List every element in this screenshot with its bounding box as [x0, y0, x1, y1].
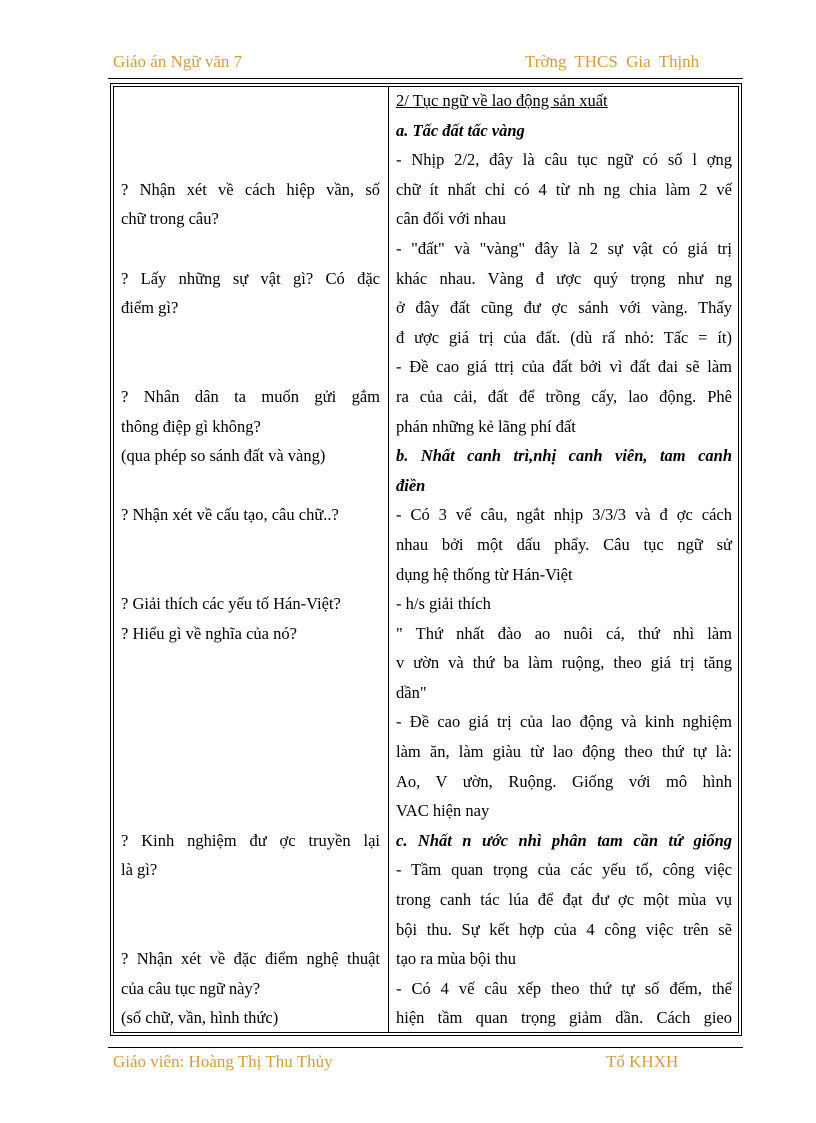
answer-line-6: khác nhau. Vàng đ ược quý trọng như ng: [396, 268, 732, 288]
answer-line-18: " Thứ nhất đào ao nuôi cá, thứ nhì làm: [396, 623, 732, 643]
answer-line-19: v ườn và thứ ba làm ruộng, theo giá trị tăng: [396, 653, 732, 673]
question-line-26: là gì?: [121, 860, 158, 880]
question-line-7: điểm gì?: [121, 298, 179, 318]
answer-line-4: cân đối với nhau: [396, 209, 506, 229]
question-line-12: (qua phép so sánh đất và vàng): [121, 446, 326, 466]
answer-line-20: dần": [396, 682, 427, 702]
question-line-29: ? Nhận xét về đặc điểm nghệ thuật: [121, 949, 380, 969]
answer-line-30: - Có 4 vế câu xếp theo thứ tự số đếm, thể: [396, 978, 732, 998]
answer-line-24: VAC hiện nay: [396, 801, 490, 821]
header-left-title: Giáo án Ngữ văn 7: [113, 52, 243, 71]
question-line-16: [121, 560, 380, 590]
answers-column: [396, 86, 732, 1033]
header-right-school: Trờng THCS Gia Thịnh: [525, 52, 700, 71]
answer-line-11: phán những kẻ lãng phí đất: [396, 416, 576, 436]
answer-line-26: - Tầm quan trọng của các yếu tố, công việc: [396, 860, 732, 880]
answer-line-21: - Đề cao giá trị của lao động và kinh nghiệm: [396, 712, 732, 732]
answer-line-29: tạo ra mùa bội thu: [396, 949, 517, 969]
question-line-10: ? Nhân dân ta muốn gửi gắm: [121, 386, 380, 406]
question-line-28: [121, 915, 380, 945]
answer-line-10: ra của cải, đất để trồng cấy, lao động. Phê: [396, 386, 732, 406]
answer-line-2: - Nhịp 2/2, đây là câu tục ngữ có số l ợng: [396, 150, 732, 170]
answer-line-3: chữ ít nhất chỉ có 4 từ nh ng chia làm 2 vế: [396, 179, 732, 199]
footer-department: Tổ KHXH: [606, 1052, 679, 1071]
question-line-22: [121, 737, 380, 767]
question-line-11: thông điệp gì không?: [121, 416, 261, 436]
answer-line-15: nhau bởi một dấu phẩy. Câu tục ngữ sử: [396, 534, 732, 554]
answer-line-8: đ ược giá trị của đất. (dù rấ nhỏ: Tấc = ít): [396, 327, 732, 347]
question-line-23: [121, 767, 380, 797]
question-line-14: ? Nhận xét về cấu tạo, câu chữ..?: [121, 505, 339, 525]
answer-line-13: điền: [396, 475, 426, 495]
answer-line-17: - h/s giải thích: [396, 594, 491, 614]
question-line-1: [121, 116, 380, 146]
question-line-20: [121, 678, 380, 708]
answer-line-23: Ao, V ườn, Ruộng. Giống với mô hình: [396, 771, 732, 791]
answer-line-27: trong canh tác lúa để đạt đư ợc một mùa vụ: [396, 890, 732, 910]
table-column-divider: [388, 86, 389, 1033]
header-divider: [108, 78, 743, 79]
question-line-19: [121, 648, 380, 678]
answer-line-25: c. Nhất n ước nhì phân tam cần tứ giống: [396, 830, 732, 850]
answer-line-7: ở đây đất cũng đư ợc sánh với vàng. Thấy: [396, 298, 732, 318]
question-line-27: [121, 885, 380, 915]
question-line-4: chữ trong câu?: [121, 209, 219, 229]
question-line-18: ? Hiểu gì về nghĩa của nó?: [121, 623, 297, 643]
answer-line-22: làm ăn, làm giàu từ lao động theo thứ tự là:: [396, 742, 732, 762]
question-line-9: [121, 352, 380, 382]
answer-line-1: a. Tấc đất tấc vàng: [396, 120, 525, 140]
question-line-2: [121, 145, 380, 175]
question-line-17: ? Giải thích các yếu tố Hán-Việt?: [121, 594, 341, 614]
answer-line-9: - Đề cao giá ttrị của đất bởi vì đất đai sẽ làm: [396, 357, 732, 377]
questions-column: [121, 86, 380, 1033]
footer-teacher: Giáo viên: Hoàng Thị Thu Thủy: [113, 1052, 333, 1071]
question-line-21: [121, 707, 380, 737]
answer-line-28: bội thu. Sự kết hợp của 4 công việc trên sẽ: [396, 919, 732, 939]
question-line-24: [121, 796, 380, 826]
question-line-3: ? Nhận xét về cách hiệp vần, số: [121, 179, 380, 199]
question-line-6: ? Lấy những sự vật gì? Có đặc: [121, 268, 380, 288]
question-line-0: [121, 86, 380, 116]
answer-line-14: - Có 3 vế câu, ngắt nhịp 3/3/3 và đ ợc cách: [396, 505, 732, 525]
answer-line-0: 2/ Tục ngữ về lao động sản xuất: [396, 91, 608, 110]
answer-line-16: dụng hệ thống từ Hán-Việt: [396, 564, 573, 584]
question-line-31: (số chữ, vần, hình thức): [121, 1008, 279, 1028]
question-line-30: của câu tục ngữ này?: [121, 978, 261, 998]
question-line-25: ? Kinh nghiệm đư ợc truyền lại: [121, 830, 380, 850]
question-line-13: [121, 471, 380, 501]
answer-line-31: hiện tầm quan trọng giảm dần. Cách gieo: [396, 1008, 732, 1028]
answer-line-12: b. Nhất canh trì,nhị canh viên, tam canh: [396, 446, 732, 466]
question-line-5: [121, 234, 380, 264]
footer-divider: [108, 1047, 743, 1048]
question-line-15: [121, 530, 380, 560]
question-line-8: [121, 323, 380, 353]
answer-line-5: - "đất" và "vàng" đây là 2 sự vật có giá trị: [396, 238, 732, 258]
